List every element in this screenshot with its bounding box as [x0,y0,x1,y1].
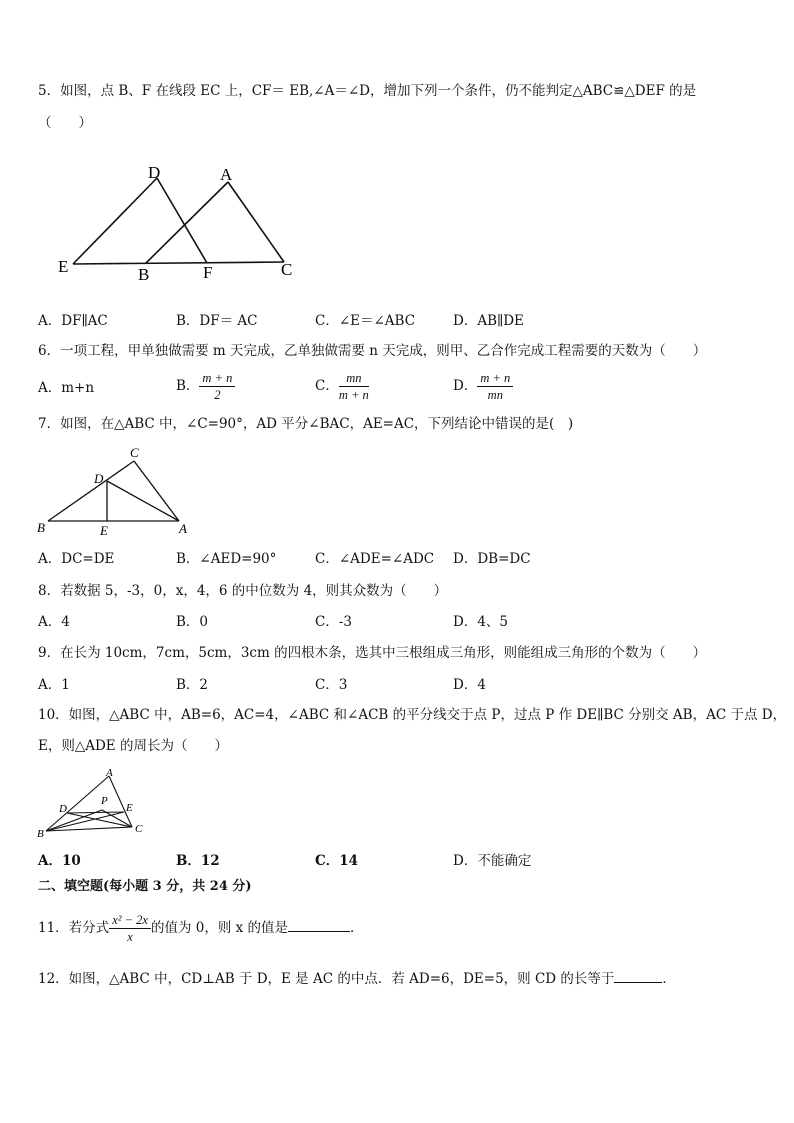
q12-answer-blank[interactable] [614,968,662,983]
q10-label-b: B [37,828,44,840]
q6-option-b-num: m + n [199,371,235,387]
q7-label-c: C [130,445,139,460]
q11-line [38,908,364,948]
q5-label-f: F [203,263,213,282]
q8-option-b: B．0 [176,614,209,630]
q7-label-e: E [100,523,108,538]
q10-label-c: C [135,823,143,835]
q12-text: 12．如图，△ABC 中，CD⊥AB 于 D，E 是 AC 的中点．若 AD=6，DE=5，则 CD 的长等于 [38,971,615,987]
q8-stem: 8．若数据 5，-3，0，x，4，6 的中位数为 4，则其众数为（ ） [38,583,448,599]
section-2-heading: 二、填空题(每小题 3 分，共 24 分) [38,879,252,894]
q8-option-a: A．4 [38,614,70,630]
q6-option-c-fraction [339,371,369,402]
q10-label-a: A [106,767,113,779]
q7-option-b: B．∠AED=90° [176,551,277,567]
q11-end: ． [350,920,364,936]
q5-stem: 5．如图，点 B、F 在线段 EC 上，CF＝ EB,∠A＝∠D，增加下列一个条件，仍不能判定△ABC≌△DEF 的是 [38,83,697,99]
q12-end: ． [662,971,676,987]
q7-label-d: D [94,471,104,486]
q10-label-d: D [59,803,67,815]
q6-option-c [315,371,369,402]
q8-option-c: C．-3 [315,614,352,630]
q9-option-a: A．1 [38,677,70,693]
q5-label-e: E [58,257,69,276]
q11-prefix: 11．若分式 [38,920,110,936]
q9-stem: 9．在长为 10cm，7cm，5cm，3cm 的四根木条，选其中三根组成三角形，则能组成三角形的个数为（ ） [38,645,707,661]
q7-figure [34,444,194,540]
q5-label-b: B [138,265,150,284]
q5-option-d: D．AB∥DE [453,313,524,329]
q10-option-c: C．14 [315,853,359,869]
q7-label-a: A [179,521,187,536]
q10-option-a: A．10 [38,853,81,869]
q10-label-p: P [101,795,108,807]
q11-answer-blank[interactable] [288,917,350,932]
q5-figure [55,158,305,288]
q6-option-c-num: mn [339,371,369,387]
q5-paren: （ ） [38,115,92,131]
q6-option-d-fraction [477,371,513,402]
q9-option-c: C．3 [315,677,348,693]
q7-option-a: A．DC=DE [38,551,115,567]
q6-option-c-den: m + n [338,388,369,402]
q5-label-a: A [220,165,233,184]
q12-line [38,968,676,988]
q6-option-a: A．m+n [38,380,95,396]
q5-label-c: C [281,260,293,279]
q9-option-d: D．4 [453,677,486,693]
q6-stem: 6．一项工程，甲单独做需要 m 天完成，乙单独做需要 n 天完成，则甲、乙合作完成工程需要的天数为（ ） [38,343,707,359]
q10-stem-line1: 10．如图，△ABC 中，AB=6，AC=4，∠ABC 和∠ACB 的平分线交于点 P，过点 P 作 DE∥BC 分别交 AB，AC 于点 D， [38,707,787,723]
q10-figure [34,764,154,842]
q5-option-c: C．∠E＝∠ABC [315,313,416,329]
q7-stem: 7．如图，在△ABC 中，∠C=90°，AD 平分∠BAC，AE=AC，下列结论中错误的是( ) [38,416,574,432]
q6-option-b-fraction [199,371,235,402]
q6-option-d-num: m + n [477,371,513,387]
q6-option-d-prefix: D． [453,378,478,394]
q6-option-c-prefix: C． [315,378,339,394]
q6-option-d [453,371,513,402]
q10-label-e: E [126,802,133,814]
q7-option-d: D．DB=DC [453,551,531,567]
q6-option-b-prefix: B． [176,378,200,394]
q7-option-c: C．∠ADE=∠ADC [315,551,435,567]
q10-stem-line2: E，则△ADE 的周长为（ ） [38,738,228,754]
q6-option-b [176,371,235,402]
q10-option-d: D．不能确定 [453,853,532,869]
q10-option-b: B．12 [176,853,220,869]
q11-suffix: 的值为 0，则 x 的值是 [150,920,289,936]
q5-option-b: B．DF＝ AC [176,313,258,329]
q9-option-b: B．2 [176,677,209,693]
q5-option-a: A．DF∥AC [38,313,108,329]
q6-option-d-den: mn [487,388,503,402]
q7-label-b: B [37,520,45,535]
q11-fraction [109,913,151,944]
q6-option-b-den: 2 [214,388,221,402]
q11-frac-num: x² − 2x [109,913,151,929]
q8-option-d: D．4、5 [453,614,509,630]
q5-label-d: D [148,163,161,182]
q11-frac-den: x [127,930,133,944]
